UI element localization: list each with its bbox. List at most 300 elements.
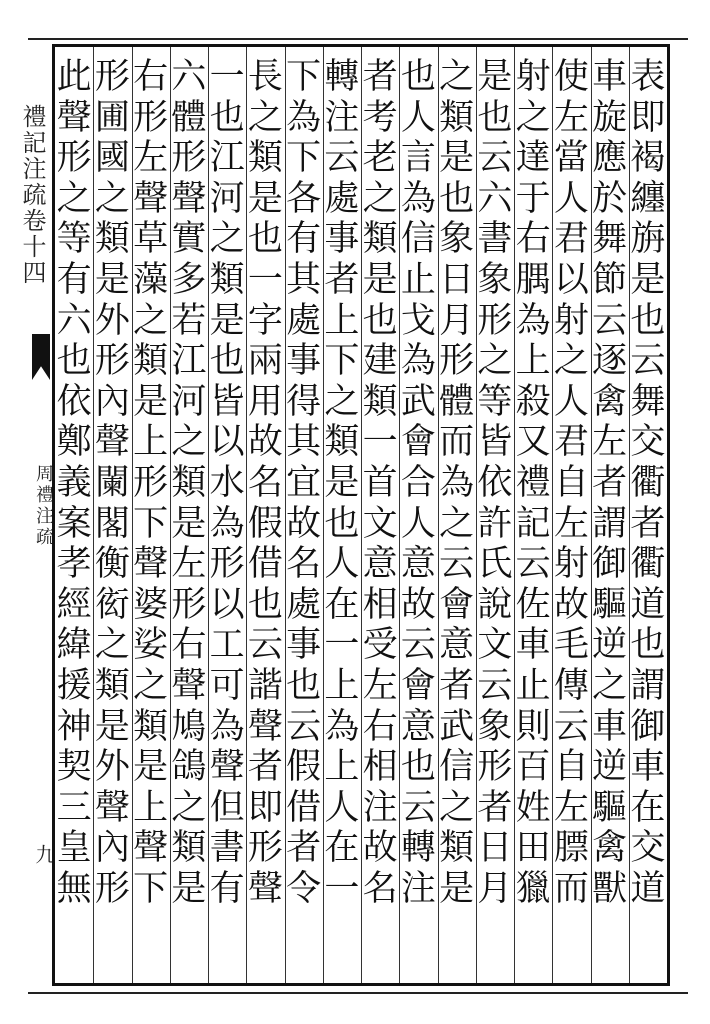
text-character: 之 [553, 341, 589, 382]
text-character: 逆 [592, 747, 628, 788]
text-character: 建 [362, 341, 398, 382]
text-character: 即 [247, 787, 283, 828]
text-character: 合 [400, 462, 436, 503]
text-character: 若 [171, 300, 207, 341]
text-character: 相 [362, 584, 398, 625]
text-character: 等 [477, 381, 513, 422]
text-character: 殺 [515, 381, 551, 422]
text-character: 云 [592, 300, 628, 341]
text-character: 故 [286, 503, 322, 544]
text-character: 表 [630, 57, 666, 97]
text-character: 草 [133, 219, 169, 260]
text-character: 皆 [477, 422, 513, 463]
text-character: 謂 [592, 503, 628, 544]
text-character: 江 [209, 138, 245, 179]
text-character: 但 [209, 787, 245, 828]
text-column [361, 57, 399, 975]
text-character: 上 [324, 747, 360, 788]
text-character: 射 [553, 544, 589, 585]
text-character: 而 [553, 868, 589, 909]
text-character: 也 [56, 341, 92, 382]
text-character: 云 [400, 787, 436, 828]
text-character: 形 [209, 544, 245, 585]
text-character: 為 [209, 503, 245, 544]
text-character: 以 [553, 259, 589, 300]
text-character: 旃 [630, 219, 666, 260]
text-character: 緯 [56, 625, 92, 666]
text-character: 之 [477, 341, 513, 382]
text-character: 聲 [56, 97, 92, 138]
text-character: 道 [630, 868, 666, 909]
text-character: 是 [439, 868, 475, 909]
text-character: 人 [324, 544, 360, 585]
text-character: 案 [56, 503, 92, 544]
text-character: 事 [286, 341, 322, 382]
text-character: 君 [553, 422, 589, 463]
text-character: 上 [324, 665, 360, 706]
text-character: 君 [553, 219, 589, 260]
text-character: 記 [515, 503, 551, 544]
text-character: 此 [56, 57, 92, 97]
text-character: 云 [286, 706, 322, 747]
text-character: 以 [209, 422, 245, 463]
text-character: 依 [56, 381, 92, 422]
text-character: 闌 [94, 462, 130, 503]
text-character: 于 [515, 178, 551, 219]
text-character: 可 [209, 665, 245, 706]
text-character: 又 [515, 422, 551, 463]
text-character: 有 [56, 259, 92, 300]
text-character: 其 [286, 422, 322, 463]
text-character: 謂 [630, 665, 666, 706]
text-character: 也 [209, 341, 245, 382]
text-character: 者 [247, 747, 283, 788]
text-character: 聲 [133, 178, 169, 219]
text-character: 相 [362, 747, 398, 788]
text-character: 形 [133, 97, 169, 138]
text-character: 獸 [592, 868, 628, 909]
text-character: 在 [630, 787, 666, 828]
text-character: 象 [477, 259, 513, 300]
text-character: 上 [133, 787, 169, 828]
text-character: 當 [553, 138, 589, 179]
text-character: 假 [286, 747, 322, 788]
text-character: 達 [515, 138, 551, 179]
text-character: 田 [515, 828, 551, 869]
text-character: 之 [209, 219, 245, 260]
text-character: 鳩 [171, 706, 207, 747]
text-character: 老 [362, 138, 398, 179]
text-character: 下 [286, 57, 322, 97]
text-character: 自 [553, 462, 589, 503]
text-character: 意 [362, 544, 398, 585]
text-character: 左 [553, 503, 589, 544]
text-character: 處 [324, 178, 360, 219]
text-character: 類 [324, 422, 360, 463]
text-character: 下 [133, 868, 169, 909]
text-character: 是 [477, 57, 513, 97]
text-character: 者 [630, 503, 666, 544]
text-column [55, 57, 93, 975]
text-character: 考 [362, 97, 398, 138]
text-character: 御 [592, 544, 628, 585]
text-character: 車 [515, 625, 551, 666]
text-character: 類 [362, 381, 398, 422]
text-character: 氏 [477, 544, 513, 585]
text-character: 名 [247, 462, 283, 503]
text-character: 類 [439, 97, 475, 138]
text-character: 云 [630, 341, 666, 382]
text-column [438, 57, 476, 975]
text-character: 姓 [515, 787, 551, 828]
text-character: 止 [400, 259, 436, 300]
text-character: 類 [133, 341, 169, 382]
text-character: 經 [56, 584, 92, 625]
text-character: 有 [286, 219, 322, 260]
text-character: 類 [94, 219, 130, 260]
text-character: 日 [439, 259, 475, 300]
text-character: 其 [286, 259, 322, 300]
margin-running-head: 禮記注疏卷十四 [18, 104, 46, 286]
text-character: 兩 [247, 341, 283, 382]
text-character: 交 [630, 422, 666, 463]
text-character: 多 [171, 259, 207, 300]
text-character: 毛 [553, 625, 589, 666]
text-character: 河 [171, 381, 207, 422]
text-character: 射 [515, 57, 551, 97]
text-column [399, 57, 437, 975]
text-character: 舞 [630, 381, 666, 422]
text-character: 右 [133, 57, 169, 97]
text-character: 等 [56, 219, 92, 260]
text-character: 戈 [400, 300, 436, 341]
text-character: 使 [553, 57, 589, 97]
text-character: 百 [515, 747, 551, 788]
text-character: 之 [171, 787, 207, 828]
text-character: 河 [209, 178, 245, 219]
text-character: 鴿 [171, 747, 207, 788]
text-character: 皆 [209, 381, 245, 422]
text-character: 處 [286, 300, 322, 341]
text-character: 人 [324, 787, 360, 828]
text-character: 旋 [592, 97, 628, 138]
text-character: 文 [362, 503, 398, 544]
text-character: 為 [400, 178, 436, 219]
text-character: 下 [286, 138, 322, 179]
text-character: 獵 [515, 868, 551, 909]
text-character: 有 [209, 868, 245, 909]
text-character: 止 [515, 665, 551, 706]
text-character: 一 [324, 868, 360, 909]
text-character: 逆 [592, 625, 628, 666]
text-character: 武 [439, 706, 475, 747]
text-character: 聲 [209, 747, 245, 788]
text-character: 即 [630, 97, 666, 138]
text-character: 契 [56, 747, 92, 788]
text-character: 御 [630, 706, 666, 747]
text-character: 纏 [630, 178, 666, 219]
fishtail-mark-icon [32, 334, 50, 380]
text-character: 借 [286, 787, 322, 828]
text-character: 一 [247, 259, 283, 300]
text-character: 外 [94, 747, 130, 788]
text-character: 驅 [592, 584, 628, 625]
text-character: 人 [400, 97, 436, 138]
margin-book-title: 周禮注疏 [33, 464, 54, 548]
text-character: 故 [247, 422, 283, 463]
text-column [323, 57, 361, 975]
text-character: 上 [133, 422, 169, 463]
text-character: 之 [592, 665, 628, 706]
text-character: 云 [515, 544, 551, 585]
text-character: 上 [515, 341, 551, 382]
text-character: 之 [171, 422, 207, 463]
margin-page-number: 九 [32, 844, 56, 864]
text-character: 也 [477, 97, 513, 138]
text-character: 三 [56, 787, 92, 828]
text-character: 形 [94, 868, 130, 909]
text-character: 以 [209, 584, 245, 625]
text-character: 左 [133, 138, 169, 179]
text-character: 驅 [592, 787, 628, 828]
text-column [246, 57, 284, 975]
text-character: 者 [286, 828, 322, 869]
text-character: 也 [362, 300, 398, 341]
text-character: 各 [286, 178, 322, 219]
text-character: 類 [439, 828, 475, 869]
text-character: 為 [515, 300, 551, 341]
text-character: 類 [209, 259, 245, 300]
text-character: 形 [133, 462, 169, 503]
text-character: 婆 [133, 584, 169, 625]
text-character: 形 [247, 828, 283, 869]
text-character: 圃 [94, 97, 130, 138]
text-character: 是 [439, 138, 475, 179]
text-character: 首 [362, 462, 398, 503]
text-character: 云 [477, 138, 513, 179]
text-character: 形 [439, 341, 475, 382]
text-character: 者 [324, 259, 360, 300]
text-character: 娑 [133, 625, 169, 666]
text-character: 會 [439, 584, 475, 625]
text-character: 象 [439, 219, 475, 260]
text-character: 實 [171, 219, 207, 260]
text-character: 注 [400, 868, 436, 909]
text-character: 為 [439, 462, 475, 503]
text-character: 聲 [133, 828, 169, 869]
text-character: 也 [439, 178, 475, 219]
text-character: 轉 [324, 57, 360, 97]
text-character: 形 [477, 300, 513, 341]
text-character: 下 [133, 503, 169, 544]
text-character: 節 [592, 259, 628, 300]
text-column [208, 57, 246, 975]
text-character: 言 [400, 138, 436, 179]
text-character: 故 [362, 828, 398, 869]
text-character: 也 [630, 300, 666, 341]
text-character: 一 [209, 57, 245, 97]
text-character: 者 [439, 665, 475, 706]
text-character: 皇 [56, 828, 92, 869]
text-character: 國 [94, 138, 130, 179]
text-character: 信 [400, 219, 436, 260]
text-character: 一 [362, 422, 398, 463]
text-character: 是 [94, 706, 130, 747]
text-character: 是 [209, 300, 245, 341]
text-character: 月 [439, 300, 475, 341]
text-character: 之 [324, 381, 360, 422]
text-character: 左 [553, 97, 589, 138]
text-character: 無 [56, 868, 92, 909]
text-character: 腢 [515, 259, 551, 300]
text-character: 應 [592, 138, 628, 179]
text-character: 也 [400, 747, 436, 788]
text-character: 也 [630, 625, 666, 666]
text-character: 是 [133, 747, 169, 788]
text-character: 云 [247, 625, 283, 666]
text-character: 車 [592, 706, 628, 747]
text-character: 則 [515, 706, 551, 747]
text-character: 之 [133, 665, 169, 706]
text-character: 之 [515, 97, 551, 138]
text-character: 為 [400, 341, 436, 382]
text-character: 右 [362, 706, 398, 747]
text-column [591, 57, 629, 975]
text-character: 書 [477, 219, 513, 260]
text-character: 形 [171, 138, 207, 179]
text-character: 之 [133, 300, 169, 341]
text-character: 用 [247, 381, 283, 422]
text-character: 外 [94, 300, 130, 341]
text-character: 武 [400, 381, 436, 422]
text-character: 人 [553, 381, 589, 422]
text-character: 褐 [630, 138, 666, 179]
text-character: 月 [477, 868, 513, 909]
text-character: 道 [630, 584, 666, 625]
text-character: 許 [477, 503, 513, 544]
text-character: 故 [400, 584, 436, 625]
text-character: 人 [553, 178, 589, 219]
text-character: 禮 [515, 462, 551, 503]
text-character: 云 [324, 138, 360, 179]
text-character: 形 [94, 57, 130, 97]
text-character: 會 [400, 422, 436, 463]
text-character: 內 [94, 828, 130, 869]
text-character: 類 [247, 138, 283, 179]
text-character: 佐 [515, 584, 551, 625]
text-character: 意 [439, 625, 475, 666]
text-character: 禽 [592, 828, 628, 869]
text-character: 是 [247, 178, 283, 219]
text-character: 也 [324, 503, 360, 544]
text-character: 類 [171, 828, 207, 869]
text-character: 受 [362, 625, 398, 666]
text-character: 類 [362, 219, 398, 260]
text-character: 衡 [94, 544, 130, 585]
text-character: 令 [286, 868, 322, 909]
text-character: 日 [477, 828, 513, 869]
text-character: 是 [133, 381, 169, 422]
text-character: 是 [362, 259, 398, 300]
text-character: 之 [247, 97, 283, 138]
text-character: 聲 [133, 544, 169, 585]
text-character: 左 [553, 787, 589, 828]
text-column [476, 57, 514, 975]
text-character: 也 [247, 584, 283, 625]
text-character: 之 [362, 178, 398, 219]
text-character: 衢 [630, 544, 666, 585]
text-character: 左 [362, 665, 398, 706]
text-character: 車 [630, 747, 666, 788]
text-character: 類 [133, 706, 169, 747]
text-character: 借 [247, 544, 283, 585]
text-character: 是 [324, 462, 360, 503]
text-character: 六 [477, 178, 513, 219]
text-character: 故 [553, 584, 589, 625]
text-character: 也 [286, 665, 322, 706]
text-character: 之 [439, 57, 475, 97]
text-character: 江 [171, 341, 207, 382]
text-character: 依 [477, 462, 513, 503]
text-character: 自 [553, 747, 589, 788]
text-character: 一 [324, 625, 360, 666]
text-character: 長 [247, 57, 283, 97]
text-character: 形 [477, 747, 513, 788]
text-character: 云 [477, 665, 513, 706]
text-character: 衢 [630, 462, 666, 503]
text-column [514, 57, 552, 975]
text-character: 舞 [592, 219, 628, 260]
text-character: 形 [171, 584, 207, 625]
text-character: 而 [439, 422, 475, 463]
text-column [170, 57, 208, 975]
text-character: 類 [171, 462, 207, 503]
text-character: 右 [515, 219, 551, 260]
text-column [285, 57, 323, 975]
text-character: 處 [286, 584, 322, 625]
text-character: 上 [324, 300, 360, 341]
text-character: 字 [247, 300, 283, 341]
text-character: 援 [56, 665, 92, 706]
text-character: 會 [400, 665, 436, 706]
text-character: 也 [209, 97, 245, 138]
text-character: 聲 [247, 868, 283, 909]
text-character: 水 [209, 462, 245, 503]
text-character: 宜 [286, 462, 322, 503]
text-character: 說 [477, 584, 513, 625]
text-character: 聲 [94, 787, 130, 828]
text-character: 為 [209, 706, 245, 747]
text-character: 六 [171, 57, 207, 97]
text-character: 傳 [553, 665, 589, 706]
text-character: 意 [400, 706, 436, 747]
text-character: 是 [94, 259, 130, 300]
text-character: 也 [400, 57, 436, 97]
text-character: 云 [439, 544, 475, 585]
text-character: 左 [592, 422, 628, 463]
text-character: 也 [247, 219, 283, 260]
text-character: 六 [56, 300, 92, 341]
text-character: 內 [94, 381, 130, 422]
text-character: 類 [94, 665, 130, 706]
text-character: 閣 [94, 503, 130, 544]
text-character: 於 [592, 178, 628, 219]
text-character: 是 [630, 259, 666, 300]
text-character: 聲 [247, 706, 283, 747]
text-character: 下 [324, 341, 360, 382]
text-character: 諧 [247, 665, 283, 706]
text-character: 為 [286, 97, 322, 138]
